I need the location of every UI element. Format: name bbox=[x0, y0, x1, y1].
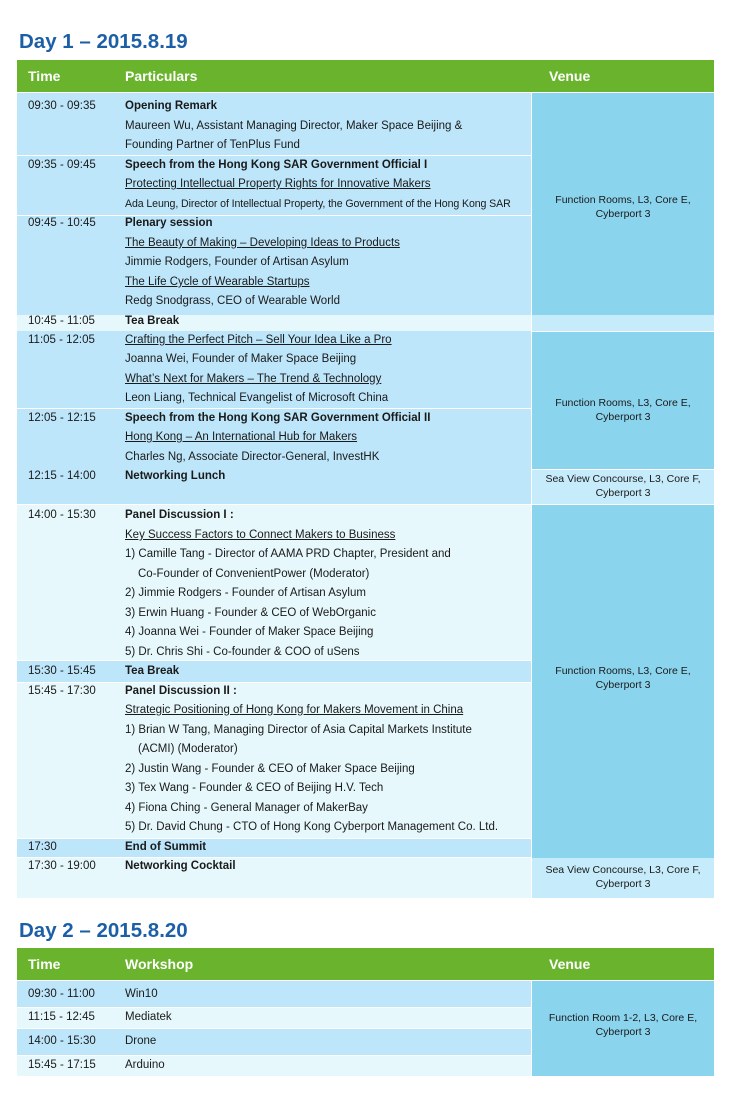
workshop-time: 14:00 - 15:30 bbox=[28, 1035, 96, 1047]
header-workshop: Workshop bbox=[125, 956, 194, 972]
speaker-r10-1: 1) Brian W Tang, Managing Director of Asia Capital Markets Institute bbox=[125, 724, 472, 736]
text-r3-l4: Redg Snodgrass, CEO of Wearable World bbox=[125, 295, 340, 307]
text-r3-l2: Jimmie Rodgers, Founder of Artisan Asylum bbox=[125, 256, 349, 268]
topic-r6: Hong Kong – An International Hub for Makers bbox=[125, 431, 358, 443]
time-r8: 14:00 - 15:30 bbox=[28, 509, 96, 521]
speaker-r10-1b: (ACMI) (Moderator) bbox=[138, 743, 238, 755]
title-r12: Networking Cocktail bbox=[125, 860, 236, 872]
title-r6: Speech from the Hong Kong SAR Government Official II bbox=[125, 412, 431, 424]
workshop-name: Arduino bbox=[125, 1059, 165, 1071]
topic-r3-b: The Life Cycle of Wearable Startups bbox=[125, 276, 310, 288]
topic-r5-b: What’s Next for Makers – The Trend & Technology bbox=[125, 373, 382, 385]
day2-title: Day 2 – 2015.8.20 bbox=[19, 919, 188, 942]
workshop-time: 09:30 - 11:00 bbox=[28, 988, 95, 1000]
text-r1-l2: Founding Partner of TenPlus Fund bbox=[125, 139, 300, 151]
day1-title: Day 1 – 2015.8.19 bbox=[19, 30, 188, 53]
text-r6-l2: Charles Ng, Associate Director-General, InvestHK bbox=[125, 451, 380, 463]
venue-text-3: Sea View Concourse, L3, Core F, Cyberport 3 bbox=[545, 473, 701, 499]
title-r7: Networking Lunch bbox=[125, 470, 226, 482]
speaker-r8-5: 5) Dr. Chris Shi - Co-founder & COO of uSens bbox=[125, 646, 360, 658]
workshop-name: Mediatek bbox=[125, 1011, 172, 1023]
text-r5-l2: Joanna Wei, Founder of Maker Space Beijing bbox=[125, 353, 357, 365]
title-r3: Plenary session bbox=[125, 217, 213, 229]
speaker-r8-1b: Co-Founder of ConvenientPower (Moderator) bbox=[138, 568, 370, 580]
workshop-time: 11:15 - 12:45 bbox=[28, 1011, 95, 1023]
speaker-r10-4: 4) Fiona Ching - General Manager of MakerBay bbox=[125, 802, 368, 814]
topic-r2: Protecting Intellectual Property Rights for Innovative Makers bbox=[125, 178, 431, 190]
header-time: Time bbox=[28, 956, 61, 972]
text-r1-l1: Maureen Wu, Assistant Managing Director, Maker Space Beijing & bbox=[125, 120, 463, 132]
speaker-r10-3: 3) Tex Wang - Founder & CEO of Beijing H.V. Tech bbox=[125, 782, 384, 794]
speaker-r10-5: 5) Dr. David Chung - CTO of Hong Kong Cyberport Management Co. Ltd. bbox=[125, 821, 499, 833]
topic-r3-a: The Beauty of Making – Developing Ideas to Products bbox=[125, 237, 400, 249]
day2-table-header bbox=[17, 948, 714, 980]
title-r1: Opening Remark bbox=[125, 100, 218, 112]
row-end-of-summit bbox=[17, 838, 531, 858]
title-r8: Panel Discussion I : bbox=[125, 509, 234, 521]
title-r2: Speech from the Hong Kong SAR Government Official I bbox=[125, 159, 428, 171]
title-r4: Tea Break bbox=[125, 315, 180, 327]
time-r5: 11:05 - 12:05 bbox=[28, 334, 95, 346]
time-r2: 09:35 - 09:45 bbox=[28, 159, 96, 171]
venue-text-5: Sea View Concourse, L3, Core F, Cyberport 3 bbox=[545, 864, 701, 890]
topic-r8: Key Success Factors to Connect Makers to Business bbox=[125, 529, 396, 541]
speaker-r8-2: 2) Jimmie Rodgers - Founder of Artisan Asylum bbox=[125, 587, 366, 599]
venue-text-4: Function Rooms, L3, Core E, Cyberport 3 bbox=[555, 665, 691, 691]
speaker-r8-3: 3) Erwin Huang - Founder & CEO of WebOrganic bbox=[125, 607, 376, 619]
header-particulars: Particulars bbox=[125, 68, 198, 84]
time-r10: 15:45 - 17:30 bbox=[28, 685, 96, 697]
text-r5-l4: Leon Liang, Technical Evangelist of Microsoft China bbox=[125, 392, 389, 404]
time-r1: 09:30 - 09:35 bbox=[28, 100, 96, 112]
venue-text-1: Function Rooms, L3, Core E, Cyberport 3 bbox=[555, 194, 691, 220]
time-r6: 12:05 - 12:15 bbox=[28, 412, 96, 424]
time-r4: 10:45 - 11:05 bbox=[28, 315, 95, 327]
topic-r5-a: Crafting the Perfect Pitch – Sell Your Idea Like a Pro bbox=[125, 334, 392, 346]
header-venue: Venue bbox=[549, 956, 591, 972]
workshop-time: 15:45 - 17:15 bbox=[28, 1059, 96, 1071]
day2-venue-text: Function Room 1-2, L3, Core E, Cyberport 3 bbox=[548, 1012, 698, 1038]
speaker-r10-2: 2) Justin Wang - Founder & CEO of Maker Space Beijing bbox=[125, 763, 415, 775]
time-r7: 12:15 - 14:00 bbox=[28, 470, 96, 482]
title-r10: Panel Discussion II : bbox=[125, 685, 237, 697]
workshop-name: Win10 bbox=[125, 988, 158, 1000]
title-r9: Tea Break bbox=[125, 665, 180, 677]
time-r3: 09:45 - 10:45 bbox=[28, 217, 96, 229]
title-r11: End of Summit bbox=[125, 841, 207, 853]
day1-table-header bbox=[17, 60, 714, 92]
speaker-r8-4: 4) Joanna Wei - Founder of Maker Space Beijing bbox=[125, 626, 374, 638]
venue-text-2: Function Rooms, L3, Core E, Cyberport 3 bbox=[555, 397, 691, 423]
speaker-r8-1: 1) Camille Tang - Director of AAMA PRD Chapter, President and bbox=[125, 548, 451, 560]
time-r12: 17:30 - 19:00 bbox=[28, 860, 96, 872]
text-r2-l2: Ada Leung, Director of Intellectual Property, the Government of the Hong Kong SAR bbox=[125, 198, 511, 210]
header-venue: Venue bbox=[549, 68, 591, 84]
time-r11: 17:30 bbox=[28, 841, 57, 853]
topic-r10: Strategic Positioning of Hong Kong for Makers Movement in China bbox=[125, 704, 464, 716]
header-time: Time bbox=[28, 68, 61, 84]
workshop-name: Drone bbox=[125, 1035, 157, 1047]
time-r9: 15:30 - 15:45 bbox=[28, 665, 96, 677]
venue-tea-break bbox=[532, 315, 714, 331]
